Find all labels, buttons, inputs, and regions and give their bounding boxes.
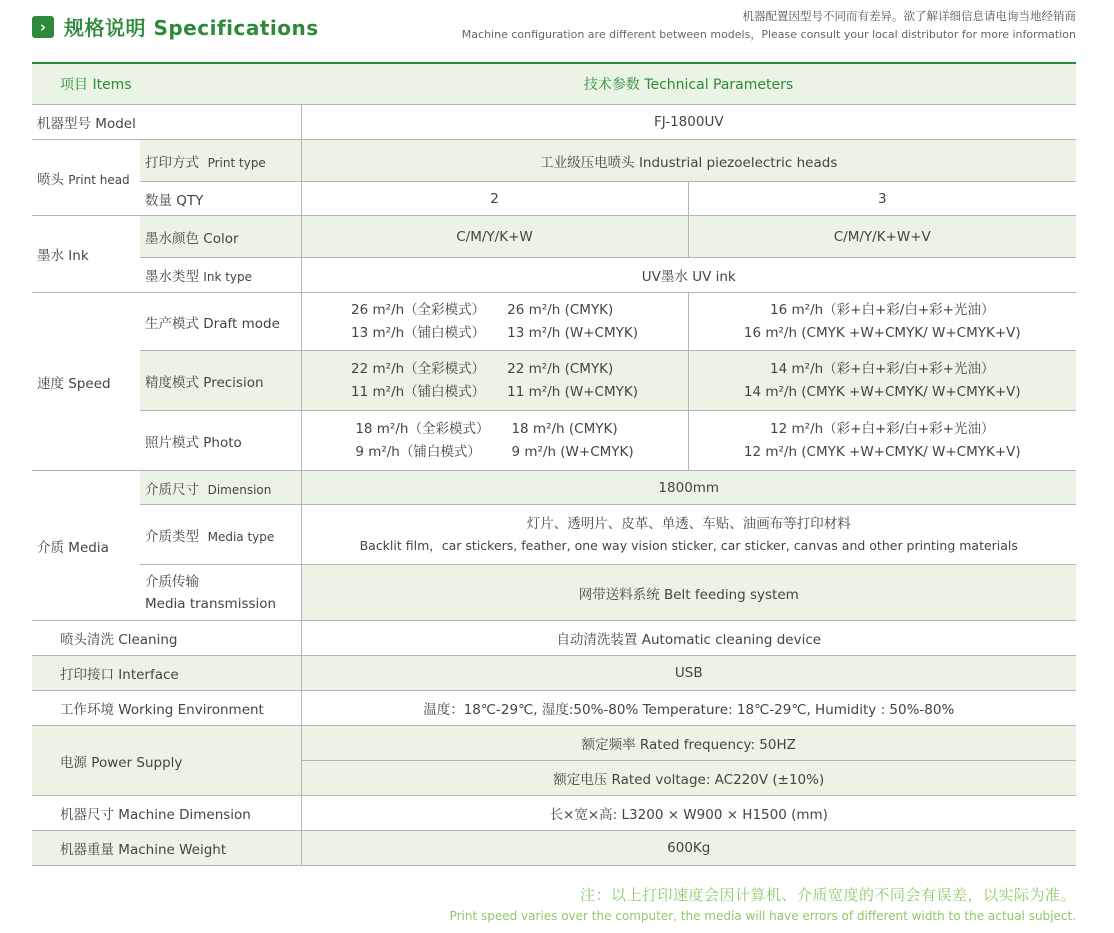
- table-row: [32, 140, 1076, 182]
- table-row: [32, 471, 1076, 505]
- table-row: [32, 505, 1076, 565]
- print-type-value: 工业级压电喷头 Industrial piezoelectric heads: [301, 140, 1076, 182]
- speed-label: 速度 Speed: [32, 293, 140, 471]
- table-row: [32, 258, 1076, 293]
- ink-label: 墨水 Ink: [32, 216, 140, 293]
- weight-label: 机器重量 Machine Weight: [32, 831, 301, 866]
- section-header: [32, 12, 319, 41]
- table-row: [32, 691, 1076, 726]
- table-row: [32, 565, 1076, 621]
- photo-a: 18 m²/h（全彩模式） 9 m²/h（铺白模式） 18 m²/h (CMYK) 9 m²/h (W+CMYK): [301, 411, 688, 471]
- draft-a: 26 m²/h（全彩模式） 13 m²/h（铺白模式） 26 m²/h (CMYK) 13 m²/h (W+CMYK): [301, 293, 688, 351]
- table-row: [32, 411, 1076, 471]
- media-type-label: 介质类型 Media type: [140, 505, 301, 565]
- footer-note-en: Print speed varies over the computer, the media will have errors of different width to the actual subject.: [449, 909, 1076, 923]
- ink-color-label: 墨水颜色 Color: [140, 216, 301, 258]
- print-type-label: 打印方式 Print type: [140, 140, 301, 182]
- ink-color-b: C/M/Y/K+W+V: [688, 216, 1076, 258]
- media-label: 介质 Media: [32, 471, 140, 621]
- cleaning-value: 自动清洗装置 Automatic cleaning device: [301, 621, 1076, 656]
- draft-label: 生产模式 Draft mode: [140, 293, 301, 351]
- precision-label: 精度模式 Precision: [140, 351, 301, 411]
- chevron-right-icon: ›: [32, 16, 54, 38]
- table-row: [32, 726, 1076, 761]
- table-row: [32, 796, 1076, 831]
- header-note: [462, 8, 1076, 42]
- ink-type-label: 墨水类型 Ink type: [140, 258, 301, 293]
- draft-b: 16 m²/h（彩+白+彩/白+彩+光油） 16 m²/h (CMYK +W+CMYK/ W+CMYK+V): [688, 293, 1076, 351]
- table-row: [32, 831, 1076, 866]
- table-header-row: [32, 63, 1076, 105]
- weight-value: 600Kg: [301, 831, 1076, 866]
- printhead-label: 喷头 Print head: [32, 140, 140, 216]
- page-title: 规格说明 Specifications: [64, 16, 319, 40]
- env-value: 温度：18℃-29℃, 湿度:50%-80% Temperature: 18℃-29℃, Humidity : 50%-80%: [301, 691, 1076, 726]
- dimension-label: 介质尺寸 Dimension: [140, 471, 301, 505]
- power-volt: 额定电压 Rated voltage: AC220V (±10%): [301, 761, 1076, 796]
- precision-a: 22 m²/h（全彩模式） 11 m²/h（铺白模式） 22 m²/h (CMYK) 11 m²/h (W+CMYK): [301, 351, 688, 411]
- header-params: 技术参数 Technical Parameters: [301, 63, 1076, 105]
- qty-label: 数量 QTY: [140, 182, 301, 216]
- table-row: [32, 105, 1076, 140]
- qty-b: 3: [688, 182, 1076, 216]
- precision-b: 14 m²/h（彩+白+彩/白+彩+光油） 14 m²/h (CMYK +W+CMYK/ W+CMYK+V): [688, 351, 1076, 411]
- media-trans-label: 介质传输 Media transmission: [140, 565, 301, 621]
- spec-table: [32, 62, 1076, 866]
- table-row: [32, 216, 1076, 258]
- ink-color-a: C/M/Y/K+W: [301, 216, 688, 258]
- table-row: [32, 293, 1076, 351]
- model-value: FJ-1800UV: [301, 105, 1076, 140]
- ink-type-value: UV墨水 UV ink: [301, 258, 1076, 293]
- header-note-en: Machine configuration are different between models，Please consult your local distributor for more information: [461, 28, 1076, 41]
- power-label: 电源 Power Supply: [32, 726, 301, 796]
- photo-label: 照片模式 Photo: [140, 411, 301, 471]
- media-trans-value: 网带送料系统 Belt feeding system: [301, 565, 1076, 621]
- table-row: [32, 182, 1076, 216]
- header-note-zh: 机器配置因型号不同而有差异。欲了解详细信息请电询当地经销商: [742, 9, 1076, 23]
- header-items: 项目 Items: [32, 63, 301, 105]
- dim-value: 长×宽×高: L3200 × W900 × H1500 (mm): [301, 796, 1076, 831]
- table-row: [32, 656, 1076, 691]
- media-type-value: 灯片、透明片、皮革、单透、车贴、油画布等打印材料 Backlit film，car stickers, feather, one way vision sticker, car sticker, canvas and other printing materials: [301, 505, 1076, 565]
- interface-value: USB: [301, 656, 1076, 691]
- cleaning-label: 喷头清洗 Cleaning: [32, 621, 301, 656]
- photo-b: 12 m²/h（彩+白+彩/白+彩+光油） 12 m²/h (CMYK +W+CMYK/ W+CMYK+V): [688, 411, 1076, 471]
- power-freq: 额定频率 Rated frequency: 50HZ: [301, 726, 1076, 761]
- footer-note-zh: 注：以上打印速度会因计算机、介质宽度的不同会有误差，以实际为准。: [579, 886, 1076, 904]
- dim-label: 机器尺寸 Machine Dimension: [32, 796, 301, 831]
- qty-a: 2: [301, 182, 688, 216]
- table-row: [32, 621, 1076, 656]
- interface-label: 打印接口 Interface: [32, 656, 301, 691]
- dimension-value: 1800mm: [301, 471, 1076, 505]
- table-row: [32, 351, 1076, 411]
- env-label: 工作环境 Working Environment: [32, 691, 301, 726]
- footer-note: [450, 884, 1076, 923]
- model-label: 机器型号 Model: [32, 105, 301, 140]
